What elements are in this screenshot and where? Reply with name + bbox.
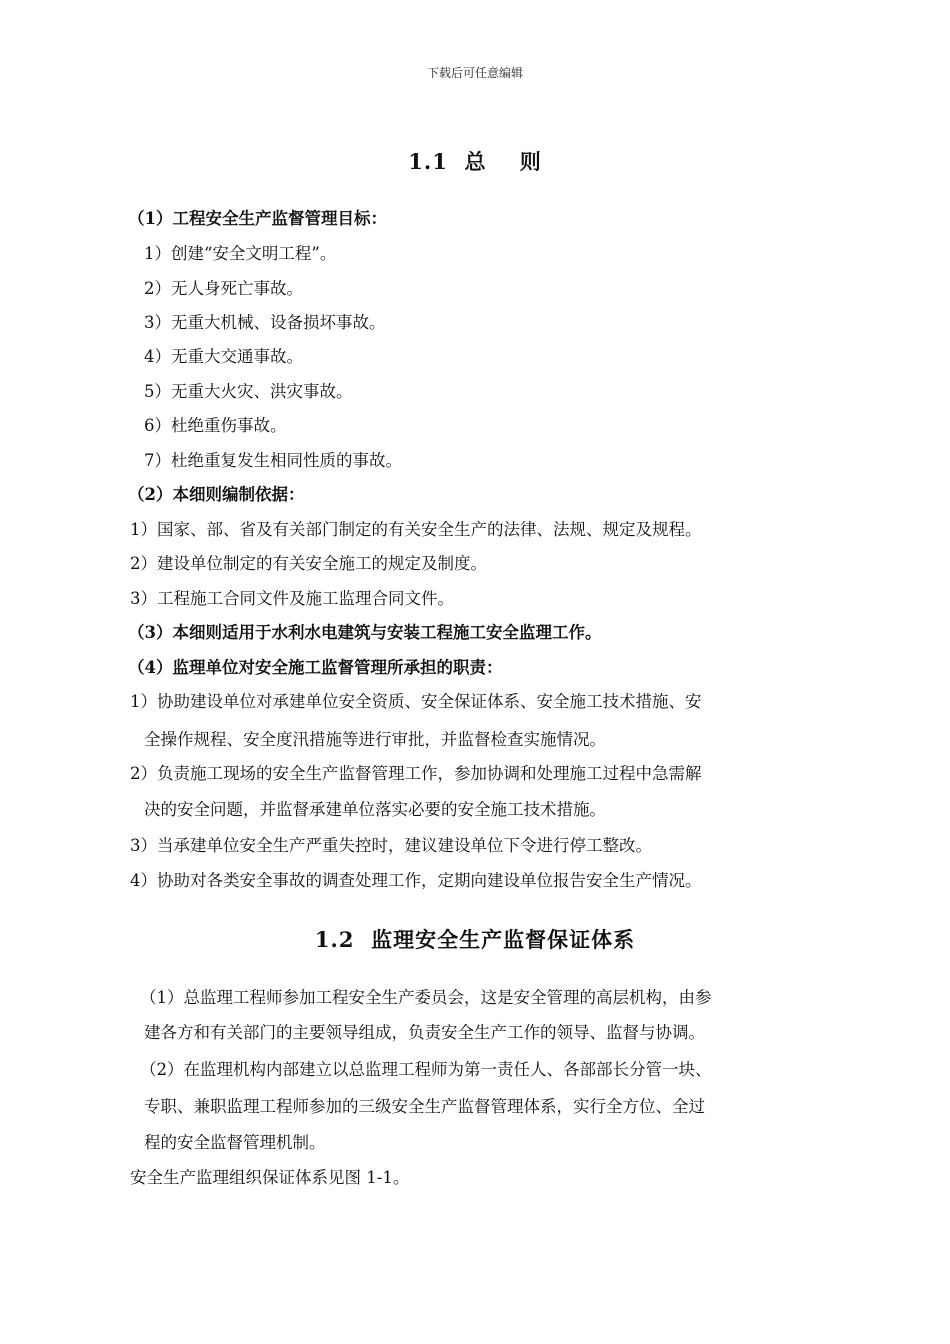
goal-item: 3）无重大机械、设备损坏事故。 — [144, 313, 386, 332]
duty-item: 4）协助对各类安全事故的调查处理工作，定期向建设单位报告安全生产情况。 — [130, 871, 702, 890]
scope-statement: （3）本细则适用于水利水电建筑与安装工程施工安全监理工作。 — [128, 623, 602, 642]
basis-heading: （2）本细则编制依据： — [128, 485, 305, 504]
basis-item: 2）建设单位制定的有关安全施工的规定及制度。 — [130, 554, 487, 573]
duties-heading: （4）监理单位对安全施工监督管理所承担的职责： — [128, 658, 503, 677]
page-header: 下载后可任意编辑 — [426, 66, 523, 80]
goal-item: 5）无重大火灾、洪灾事故。 — [144, 382, 353, 401]
goal-item: 1）创建“安全文明工程”。 — [144, 244, 337, 263]
duty-item: 3）当承建单位安全生产严重失控时，建议建设单位下令进行停工整改。 — [130, 836, 652, 855]
goal-item: 2）无人身死亡事故。 — [144, 279, 303, 298]
section-2-title: 1.2 监理安全生产监督保证体系 — [314, 927, 636, 952]
section-1-title: 1.1 总 则 — [408, 149, 542, 174]
goal-item: 4）无重大交通事故。 — [144, 347, 303, 366]
paragraph-line: 建各方和有关部门的主要领导组成，负责安全生产工作的领导、监督与协调。 — [144, 1023, 705, 1042]
duty-item-continued: 全操作规程、安全度汛措施等进行审批，并监督检查实施情况。 — [144, 730, 606, 749]
figure-reference-note: 安全生产监理组织保证体系见图 1-1。 — [130, 1168, 410, 1187]
duty-item-continued: 决的安全问题，并监督承建单位落实必要的安全施工技术措施。 — [144, 800, 606, 819]
paragraph-line: 专职、兼职监理工程师参加的三级安全生产监督管理体系，实行全方位、全过 — [144, 1097, 705, 1116]
paragraph-line: 程的安全监督管理机制。 — [144, 1133, 326, 1152]
goal-item: 6）杜绝重伤事故。 — [144, 416, 287, 435]
duty-item: 1）协助建设单位对承建单位安全资质、安全保证体系、安全施工技术措施、安 — [130, 692, 702, 711]
goal-item: 7）杜绝重复发生相同性质的事故。 — [144, 451, 402, 470]
duty-item: 2）负责施工现场的安全生产监督管理工作，参加协调和处理施工过程中急需解 — [130, 764, 702, 783]
basis-item: 3）工程施工合同文件及施工监理合同文件。 — [130, 589, 454, 608]
paragraph-line: （2）在监理机构内部建立以总监理工程师为第一责任人、各部部长分管一块、 — [140, 1060, 712, 1079]
paragraph-line: （1）总监理工程师参加工程安全生产委员会，这是安全管理的高层机构，由参 — [140, 988, 712, 1007]
goals-heading: （1）工程安全生产监督管理目标： — [128, 209, 387, 228]
basis-item: 1）国家、部、省及有关部门制定的有关安全生产的法律、法规、规定及规程。 — [130, 520, 702, 539]
